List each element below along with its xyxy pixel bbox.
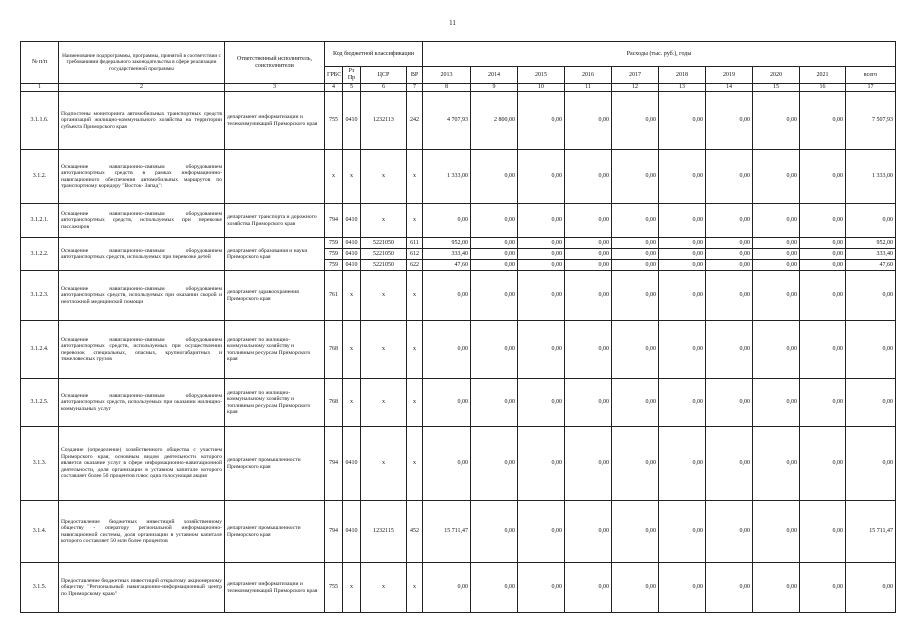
row-csr: 5221050 — [361, 260, 407, 271]
row-value: 15 711,47 — [423, 501, 471, 563]
row-number: 3.1.2.2. — [21, 238, 59, 271]
row-rzpr: 0410 — [343, 249, 361, 260]
row-number: 3.1.5. — [21, 563, 59, 613]
row-total: 47,60 — [846, 260, 896, 271]
row-responsible: департамент информатизации и телекоммуникаций Приморского края — [225, 92, 325, 150]
row-total: 0,00 — [846, 204, 896, 238]
col-number: 11 — [565, 84, 612, 92]
budget-table — [20, 41, 896, 613]
row-value: 0,00 — [565, 321, 612, 379]
header-name: Наименование подпрограммы, программы, принятой в соответствии с требованиями федерального законодательства в сфере реализации государственной программы — [59, 42, 225, 84]
row-value: 333,40 — [423, 249, 471, 260]
row-value: 0,00 — [565, 260, 612, 271]
row-responsible: департамент транспорта и дорожного хозяйства Приморского края — [225, 204, 325, 238]
row-value: 0,00 — [612, 238, 659, 249]
row-value: 0,00 — [659, 260, 706, 271]
col-number: 4 — [325, 84, 343, 92]
row-value: 0,00 — [612, 379, 659, 427]
row-grbs: 794 — [325, 501, 343, 563]
row-value: 0,00 — [659, 321, 706, 379]
row-value: 0,00 — [800, 238, 846, 249]
row-csr: 1232115 — [361, 501, 407, 563]
row-value: 0,00 — [518, 321, 565, 379]
row-value: 47,60 — [423, 260, 471, 271]
row-value: 0,00 — [612, 427, 659, 501]
row-value: 0,00 — [565, 563, 612, 613]
header-total: всего — [846, 67, 896, 84]
row-value: 0,00 — [800, 427, 846, 501]
row-name: Оснащение навигационно-связным оборудованием автотранспортных средств, используемых при осуществлении перевозок специальных, опасных, крупногабаритных и тяжеловесных грузов — [59, 321, 225, 379]
table-row — [21, 271, 896, 321]
row-value: 0,00 — [659, 92, 706, 150]
row-csr: 5221050 — [361, 238, 407, 249]
row-total: 0,00 — [846, 563, 896, 613]
row-value: 0,00 — [753, 260, 800, 271]
row-value: 4 707,93 — [423, 92, 471, 150]
row-vr: х — [407, 563, 423, 613]
row-value: 0,00 — [753, 249, 800, 260]
header-num: № п/п — [21, 42, 59, 84]
row-value: 0,00 — [659, 427, 706, 501]
row-value: 0,00 — [423, 271, 471, 321]
row-vr: 452 — [407, 501, 423, 563]
row-value: 0,00 — [706, 563, 753, 613]
col-number: 15 — [753, 84, 800, 92]
row-vr: 242 — [407, 92, 423, 150]
row-value: 0,00 — [471, 427, 518, 501]
row-value: 0,00 — [800, 260, 846, 271]
row-total: 15 711,47 — [846, 501, 896, 563]
row-number: 3.1.2.4. — [21, 321, 59, 379]
row-value: 0,00 — [518, 379, 565, 427]
row-value: 0,00 — [612, 271, 659, 321]
row-total: 333,40 — [846, 249, 896, 260]
row-value: 0,00 — [518, 271, 565, 321]
row-number: 3.1.3. — [21, 427, 59, 501]
row-value: 0,00 — [800, 321, 846, 379]
page-number: 11 — [449, 19, 456, 27]
row-value: 0,00 — [471, 379, 518, 427]
row-value: 0,00 — [753, 238, 800, 249]
row-vr: 611 — [407, 238, 423, 249]
row-value: 0,00 — [753, 321, 800, 379]
row-value: 0,00 — [518, 249, 565, 260]
table-row — [21, 501, 896, 563]
table-row — [21, 379, 896, 427]
row-grbs: 761 — [325, 271, 343, 321]
row-value: 0,00 — [471, 204, 518, 238]
row-csr: х — [361, 271, 407, 321]
row-value: 0,00 — [706, 501, 753, 563]
row-csr: х — [361, 321, 407, 379]
row-value: 0,00 — [565, 249, 612, 260]
row-value: 0,00 — [471, 238, 518, 249]
row-value: 0,00 — [659, 238, 706, 249]
row-value: 0,00 — [659, 150, 706, 204]
row-responsible: департамент по жилищно-коммунальному хозяйству и топливным ресурсам Приморского края — [225, 321, 325, 379]
col-number: 7 — [407, 84, 423, 92]
row-grbs: 759 — [325, 260, 343, 271]
row-vr: 612 — [407, 249, 423, 260]
col-number: 2 — [59, 84, 225, 92]
row-value: 0,00 — [565, 238, 612, 249]
row-value: 0,00 — [518, 238, 565, 249]
row-value: 0,00 — [471, 563, 518, 613]
row-name: Создание (определение) хозяйственного общества с участием Приморского края, основным видом деятельности которого является оказание услуг в сфере информационно-навигационной деятельности, доля организации в уставном капитале которого составляет более 50 процентов плюс одна голосующая акция — [59, 427, 225, 501]
row-value: 0,00 — [518, 260, 565, 271]
col-number: 1 — [21, 84, 59, 92]
row-csr: х — [361, 150, 407, 204]
header-year: 2016 — [565, 67, 612, 84]
row-number: 3.1.1.6. — [21, 92, 59, 150]
table-row — [21, 238, 896, 249]
row-total: 1 333,00 — [846, 150, 896, 204]
row-value: 0,00 — [659, 563, 706, 613]
row-value: 0,00 — [612, 92, 659, 150]
row-value: 0,00 — [800, 379, 846, 427]
header-year: 2013 — [423, 67, 471, 84]
header-year: 2021 — [800, 67, 846, 84]
table-row — [21, 563, 896, 613]
row-name: Предоставление бюджетных инвестиций открытому акционерному обществу "Региональный навигационно-информационный центр по Приморскому краю" — [59, 563, 225, 613]
row-value: 0,00 — [471, 150, 518, 204]
row-value: 0,00 — [565, 150, 612, 204]
row-vr: х — [407, 150, 423, 204]
row-value: 0,00 — [471, 271, 518, 321]
header-expenses: Расходы (тыс. руб.), годы — [423, 42, 896, 67]
row-rzpr: х — [343, 150, 361, 204]
header-year: 2015 — [518, 67, 565, 84]
row-value: 0,00 — [706, 92, 753, 150]
row-value: 0,00 — [753, 379, 800, 427]
row-value: 0,00 — [706, 427, 753, 501]
row-name: Оснащение навигационно-связным оборудованием автотранспортных средств, используемых при перевозке пассажиров — [59, 204, 225, 238]
row-value: 0,00 — [612, 501, 659, 563]
row-value: 0,00 — [471, 321, 518, 379]
row-grbs: 759 — [325, 249, 343, 260]
row-value: 0,00 — [706, 321, 753, 379]
row-value: 0,00 — [753, 204, 800, 238]
row-value: 0,00 — [612, 204, 659, 238]
table-row — [21, 150, 896, 204]
row-name: Оснащение навигационно-связным оборудованием автотранспортных средств, используемых при перевозке детей — [59, 238, 225, 271]
row-grbs: х — [325, 150, 343, 204]
row-value: 0,00 — [612, 260, 659, 271]
row-csr: х — [361, 427, 407, 501]
row-vr: 622 — [407, 260, 423, 271]
row-value: 1 333,00 — [423, 150, 471, 204]
row-rzpr: х — [343, 271, 361, 321]
row-value: 0,00 — [706, 238, 753, 249]
row-rzpr: 0410 — [343, 92, 361, 150]
row-csr: 5221050 — [361, 249, 407, 260]
table-row — [21, 321, 896, 379]
row-responsible: департамент промышленности Приморского края — [225, 427, 325, 501]
row-number: 3.1.2.5. — [21, 379, 59, 427]
row-csr: 1232113 — [361, 92, 407, 150]
row-value: 0,00 — [565, 204, 612, 238]
row-vr: х — [407, 271, 423, 321]
row-value: 952,00 — [423, 238, 471, 249]
header-year: 2020 — [753, 67, 800, 84]
col-number: 5 — [343, 84, 361, 92]
row-value: 0,00 — [612, 249, 659, 260]
row-grbs: 768 — [325, 321, 343, 379]
row-number: 3.1.2.1. — [21, 204, 59, 238]
row-value: 0,00 — [706, 379, 753, 427]
row-responsible: департамент промышленности Приморского края — [225, 501, 325, 563]
row-value: 0,00 — [471, 249, 518, 260]
col-number: 17 — [846, 84, 896, 92]
row-value: 0,00 — [753, 271, 800, 321]
row-value: 0,00 — [706, 204, 753, 238]
header-rzpr: Рз Пр — [343, 67, 361, 84]
header-year: 2019 — [706, 67, 753, 84]
row-rzpr: х — [343, 321, 361, 379]
row-value: 0,00 — [659, 271, 706, 321]
col-number: 10 — [518, 84, 565, 92]
row-value: 0,00 — [800, 150, 846, 204]
row-value: 0,00 — [800, 271, 846, 321]
row-responsible: департамент здравоохранения Приморского края — [225, 271, 325, 321]
row-csr: х — [361, 204, 407, 238]
row-grbs: 794 — [325, 427, 343, 501]
row-value: 0,00 — [565, 427, 612, 501]
row-value: 0,00 — [753, 501, 800, 563]
row-value: 0,00 — [659, 204, 706, 238]
row-value: 0,00 — [800, 563, 846, 613]
header-responsible: Ответственный исполнитель, соисполнители — [225, 42, 325, 84]
row-rzpr: 0410 — [343, 260, 361, 271]
row-value: 0,00 — [659, 249, 706, 260]
row-total: 0,00 — [846, 379, 896, 427]
row-csr: х — [361, 379, 407, 427]
row-value: 0,00 — [423, 379, 471, 427]
row-value: 0,00 — [518, 563, 565, 613]
row-grbs: 759 — [325, 238, 343, 249]
row-vr: х — [407, 379, 423, 427]
header-year: 2018 — [659, 67, 706, 84]
row-value: 0,00 — [753, 150, 800, 204]
row-value: 0,00 — [800, 501, 846, 563]
row-value: 0,00 — [706, 249, 753, 260]
row-value: 0,00 — [518, 204, 565, 238]
col-number: 8 — [423, 84, 471, 92]
row-value: 0,00 — [565, 379, 612, 427]
row-vr: х — [407, 321, 423, 379]
header-vr: ВР — [407, 67, 423, 84]
row-number: 3.1.2.3. — [21, 271, 59, 321]
row-value: 0,00 — [423, 321, 471, 379]
row-value: 0,00 — [753, 563, 800, 613]
row-grbs: 768 — [325, 379, 343, 427]
row-total: 0,00 — [846, 427, 896, 501]
row-rzpr: 0410 — [343, 204, 361, 238]
row-total: 0,00 — [846, 271, 896, 321]
row-value: 0,00 — [800, 92, 846, 150]
header-kbk: Код бюджетной классификации — [325, 42, 423, 67]
row-grbs: 794 — [325, 204, 343, 238]
row-responsible: департамент по жилищно-коммунальному хозяйству и топливным ресурсам Приморского края — [225, 379, 325, 427]
col-number: 16 — [800, 84, 846, 92]
row-rzpr: х — [343, 563, 361, 613]
row-vr: х — [407, 204, 423, 238]
col-number: 14 — [706, 84, 753, 92]
column-numbers-row — [21, 84, 896, 92]
col-number: 3 — [225, 84, 325, 92]
row-name: Оснащение навигационно-связным оборудованием автотранспортных средств, используемых при оказании жилищно-коммунальных услуг — [59, 379, 225, 427]
row-vr: х — [407, 427, 423, 501]
row-name: Предоставление бюджетных инвестиций хозяйственному обществу - оператору региональной информационно-навигационной системы, доля организации в уставном капитале которого составляет 50 млн более процентов — [59, 501, 225, 563]
row-value: 0,00 — [659, 501, 706, 563]
row-rzpr: 0410 — [343, 501, 361, 563]
row-value: 0,00 — [706, 150, 753, 204]
row-value: 2 800,00 — [471, 92, 518, 150]
row-value: 0,00 — [518, 92, 565, 150]
table-row — [21, 427, 896, 501]
row-number: 3.1.4. — [21, 501, 59, 563]
row-responsible: департамент образования и науки Приморского края — [225, 238, 325, 271]
row-value: 0,00 — [518, 427, 565, 501]
header-year: 2017 — [612, 67, 659, 84]
row-value: 0,00 — [565, 92, 612, 150]
row-responsible — [225, 150, 325, 204]
table-row — [21, 204, 896, 238]
row-value: 0,00 — [423, 204, 471, 238]
header-year: 2014 — [471, 67, 518, 84]
row-value: 0,00 — [423, 563, 471, 613]
row-value: 0,00 — [612, 563, 659, 613]
row-name: Оснащение навигационно-связным оборудованием автотранспортных средств, используемых при оказании скорой и неотложной медицинской помощи — [59, 271, 225, 321]
row-rzpr: 0410 — [343, 427, 361, 501]
col-number: 9 — [471, 84, 518, 92]
row-responsible: департамент информатизации и телекоммуникаций Приморского края — [225, 563, 325, 613]
row-value: 0,00 — [423, 427, 471, 501]
row-value: 0,00 — [612, 321, 659, 379]
row-value: 0,00 — [659, 379, 706, 427]
row-csr: х — [361, 563, 407, 613]
row-grbs: 755 — [325, 563, 343, 613]
row-number: 3.1.2. — [21, 150, 59, 204]
row-value: 0,00 — [612, 150, 659, 204]
row-value: 0,00 — [471, 260, 518, 271]
row-value: 0,00 — [518, 501, 565, 563]
col-number: 13 — [659, 84, 706, 92]
table-header — [21, 42, 896, 92]
row-value: 0,00 — [565, 501, 612, 563]
row-value: 0,00 — [518, 150, 565, 204]
row-rzpr: 0410 — [343, 238, 361, 249]
row-value: 0,00 — [565, 271, 612, 321]
header-csr: ЦСР — [361, 67, 407, 84]
row-name: Подпостены мониторинга автомобильных транспортных средств организаций жилищно-коммунального хозяйства на территории субъекта Приморского края — [59, 92, 225, 150]
row-total: 952,00 — [846, 238, 896, 249]
row-total: 0,00 — [846, 321, 896, 379]
header-grbs: ГРБС — [325, 67, 343, 84]
row-value: 0,00 — [706, 260, 753, 271]
row-value: 0,00 — [800, 249, 846, 260]
col-number: 12 — [612, 84, 659, 92]
row-value: 0,00 — [753, 427, 800, 501]
table-row — [21, 92, 896, 150]
col-number: 6 — [361, 84, 407, 92]
row-value: 0,00 — [706, 271, 753, 321]
row-grbs: 755 — [325, 92, 343, 150]
row-value: 0,00 — [753, 92, 800, 150]
row-value: 0,00 — [471, 501, 518, 563]
row-total: 7 507,93 — [846, 92, 896, 150]
row-value: 0,00 — [800, 204, 846, 238]
row-rzpr: х — [343, 379, 361, 427]
table-body — [21, 92, 896, 613]
row-name: Оснащение навигационно-связным оборудованием автотранспортных средств в рамках информационно- навигационного обеспечения автомобильных маршрутов по транспортному коридору "Восток- Запад": — [59, 150, 225, 204]
